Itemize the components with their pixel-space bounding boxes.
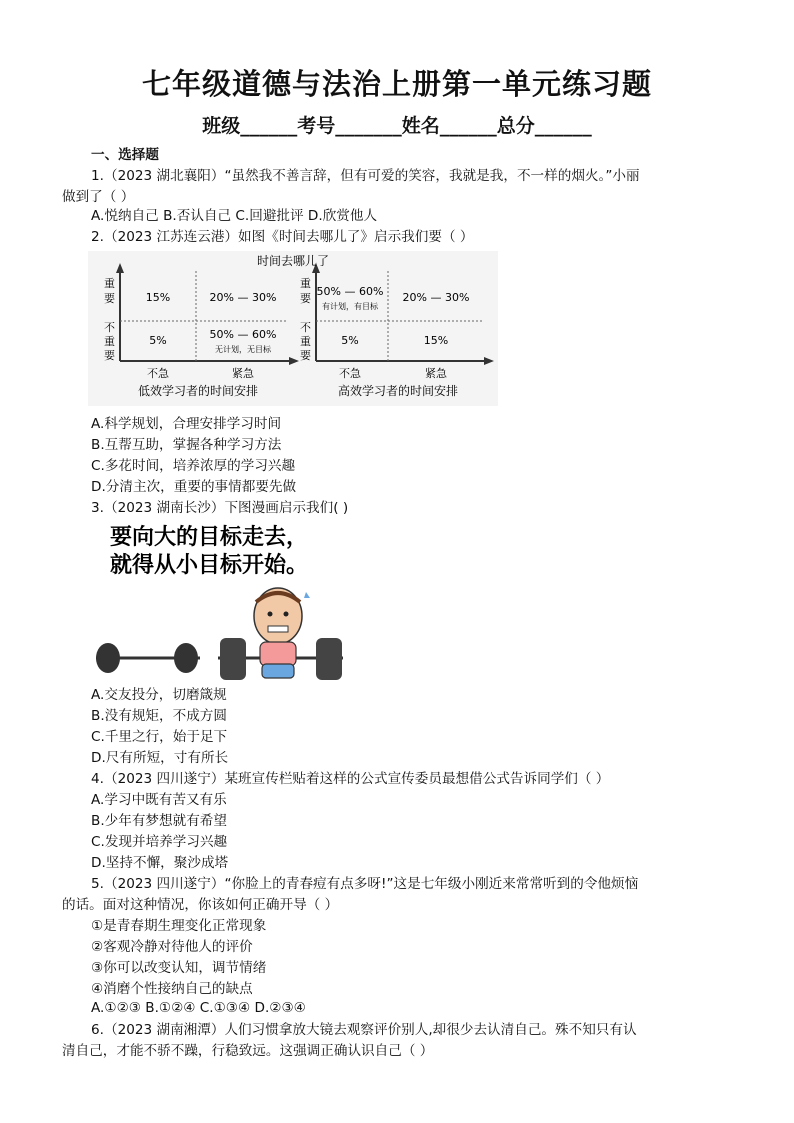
left-ylabel-important-1: 重 bbox=[104, 277, 115, 290]
q6-stem-line2: 清自己，才能不骄不躁，行稳致远。这强调正确认识自己（ ） bbox=[62, 1043, 434, 1059]
q2-stem: 2.（2023 江苏连云港）如图《时间去哪儿了》启示我们要（ ） bbox=[91, 229, 474, 245]
right-ylabel-unimportant-2: 重 bbox=[300, 335, 311, 348]
q3-option-d: D.尺有所短，寸有所长 bbox=[91, 750, 229, 766]
lifter-eye-left bbox=[268, 612, 273, 617]
left-panel-caption: 低效学习者的时间安排 bbox=[137, 384, 259, 398]
left-cell-important-urgent: 20% — 30% bbox=[209, 291, 277, 304]
cartoon-caption-line1: 要向大的目标走去， bbox=[110, 525, 309, 550]
q4-option-d: D.坚持不懈，聚沙成塔 bbox=[91, 855, 229, 871]
right-ylabel-unimportant-3: 要 bbox=[300, 349, 311, 362]
lifter-teeth bbox=[268, 626, 288, 632]
left-cell-unimportant-not-urgent: 5% bbox=[149, 334, 167, 347]
right-ylabel-important-2: 要 bbox=[300, 292, 311, 305]
left-ylabel-important-2: 要 bbox=[104, 292, 115, 305]
lifter-shorts bbox=[262, 664, 294, 678]
small-barbell-plate-left bbox=[96, 643, 120, 673]
time-chart bbox=[88, 251, 498, 406]
student-info-fields: 班级______考号_______姓名______总分______ bbox=[202, 115, 592, 137]
q1-stem-line1: 1.（2023 湖北襄阳）“虽然我不善言辞，但有可爱的笑容，我就是我，不一样的烟火。”小丽 bbox=[91, 168, 640, 184]
right-x-arrow bbox=[484, 357, 494, 365]
q1-stem-line2: 做到了（ ） bbox=[62, 189, 135, 205]
right-xlabel-urgent: 紧急 bbox=[425, 367, 447, 380]
q6-stem-line1: 6.（2023 湖南湘潭）人们习惯拿放大镜去观察评价别人,却很少去认清自己。殊不知只有认 bbox=[91, 1022, 637, 1038]
left-ylabel-unimportant-2: 重 bbox=[104, 335, 115, 348]
cartoon-weightlifter bbox=[88, 522, 348, 682]
right-xlabel-not-urgent: 不急 bbox=[339, 367, 361, 380]
q2-option-a: A.科学规划，合理安排学习时间 bbox=[91, 416, 282, 432]
q3-stem: 3.（2023 湖南长沙）下图漫画启示我们( ) bbox=[91, 500, 349, 516]
q4-option-b: B.少年有梦想就有希望 bbox=[91, 813, 227, 829]
left-y-arrow bbox=[116, 263, 124, 273]
q2-option-c: C.多花时间，培养浓厚的学习兴趣 bbox=[91, 458, 296, 474]
left-cell-note: 无计划，无目标 bbox=[215, 345, 271, 354]
cartoon-svg bbox=[88, 522, 348, 682]
section-heading: 一、选择题 bbox=[91, 147, 159, 163]
right-panel-caption: 高效学习者的时间安排 bbox=[337, 384, 459, 398]
left-ylabel-unimportant-3: 要 bbox=[104, 349, 115, 362]
sweat-drop-icon bbox=[304, 592, 310, 598]
left-cell-unimportant-urgent: 50% — 60% bbox=[209, 328, 277, 341]
q3-option-c: C.千里之行，始于足下 bbox=[91, 729, 228, 745]
q3-option-a: A.交友投分，切磨箴规 bbox=[91, 687, 227, 703]
left-ylabel-unimportant-1: 不 bbox=[104, 321, 115, 334]
q3-option-b: B.没有规矩，不成方圆 bbox=[91, 708, 227, 724]
q5-options: A.①②③ B.①②④ C.①③④ D.②③④ bbox=[91, 1000, 306, 1016]
q5-item-4: ④消磨个性接纳自己的缺点 bbox=[91, 981, 253, 997]
cartoon-caption-line2: 就得从小目标开始。 bbox=[110, 553, 309, 578]
q4-stem: 4.（2023 四川遂宁）某班宣传栏贴着这样的公式宣传委员最想借公式告诉同学们（ ） bbox=[91, 771, 610, 787]
lifter-eye-right bbox=[284, 612, 289, 617]
right-cell-unimportant-urgent: 15% bbox=[423, 334, 449, 347]
time-chart-svg bbox=[88, 251, 498, 406]
q5-stem-line1: 5.（2023 四川遂宁）“你脸上的青春痘有点多呀!”这是七年级小刚近来常常听到的令他烦恼 bbox=[91, 876, 639, 892]
q4-option-a: A.学习中既有苦又有乐 bbox=[91, 792, 227, 808]
left-cell-important-not-urgent: 15% bbox=[145, 291, 171, 304]
q4-option-c: C.发现并培养学习兴趣 bbox=[91, 834, 228, 850]
q2-option-d: D.分清主次，重要的事情都要先做 bbox=[91, 479, 297, 495]
right-cell-important-not-urgent: 50% — 60% bbox=[316, 285, 384, 298]
small-barbell-plate-right bbox=[174, 643, 198, 673]
q2-option-b: B.互帮互助，掌握各种学习方法 bbox=[91, 437, 282, 453]
q5-item-2: ②客观冷静对待他人的评价 bbox=[91, 939, 253, 955]
right-cell-important-urgent: 20% — 30% bbox=[402, 291, 470, 304]
left-xlabel-urgent: 紧急 bbox=[232, 367, 254, 380]
q5-item-1: ①是青春期生理变化正常现象 bbox=[91, 918, 267, 934]
page-title: 七年级道德与法治上册第一单元练习题 bbox=[141, 67, 652, 101]
q1-options: A.悦纳自己 B.否认自己 C.回避批评 D.欣赏他人 bbox=[91, 208, 378, 224]
right-ylabel-unimportant-1: 不 bbox=[300, 321, 311, 334]
right-ylabel-important-1: 重 bbox=[300, 277, 311, 290]
chart-title: 时间去哪儿了 bbox=[256, 254, 330, 268]
right-cell-unimportant-not-urgent: 5% bbox=[341, 334, 359, 347]
big-barbell-plate-right bbox=[316, 638, 342, 680]
big-barbell-plate-left bbox=[220, 638, 246, 680]
q5-stem-line2: 的话。面对这种情况，你该如何正确开导（ ） bbox=[62, 897, 339, 913]
left-x-arrow bbox=[289, 357, 299, 365]
left-xlabel-not-urgent: 不急 bbox=[147, 367, 169, 380]
q5-item-3: ③你可以改变认知，调节情绪 bbox=[91, 960, 267, 976]
lifter-shirt bbox=[260, 642, 296, 666]
right-cell-note: 有计划，有目标 bbox=[322, 302, 378, 311]
